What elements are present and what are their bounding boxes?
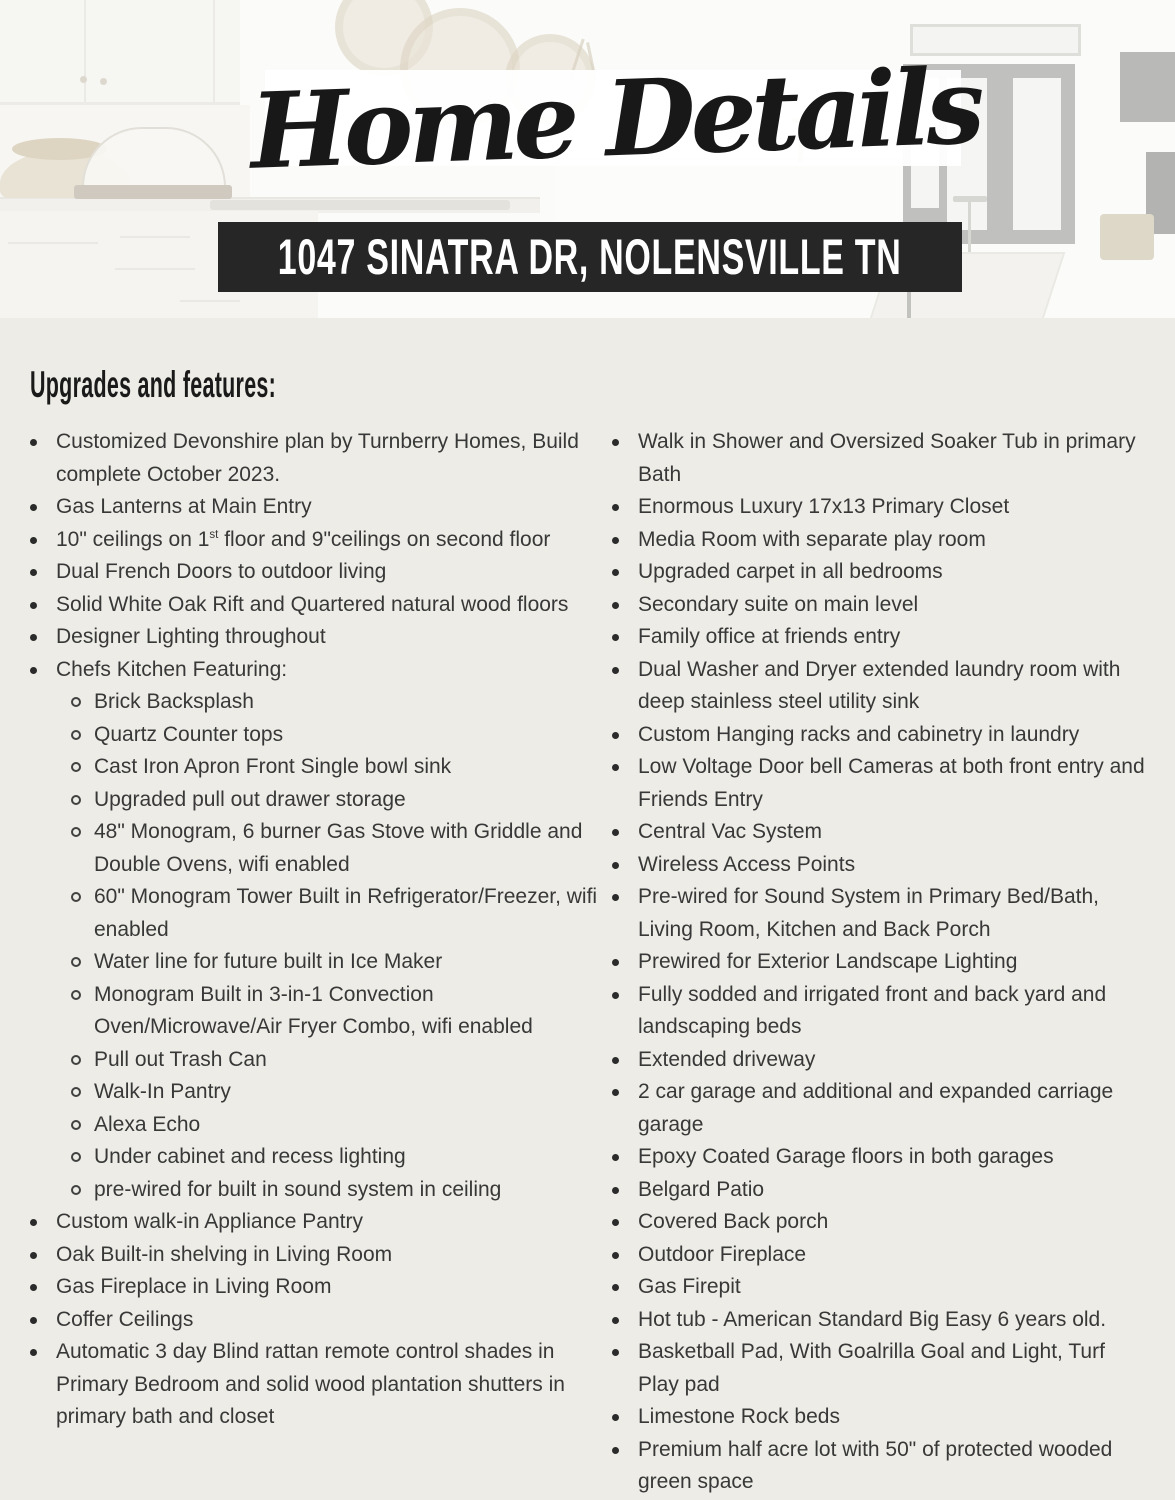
bullet-circle-icon: [71, 1141, 94, 1162]
feature-item: [30, 784, 602, 817]
feature-text: Covered Back porch: [638, 1210, 829, 1233]
bullet-dot-icon: [612, 491, 638, 511]
feature-text: Premium half acre lot with 50" of protected wooded green space: [638, 1437, 1113, 1493]
feature-text: Brick Backsplash: [94, 690, 254, 713]
bullet-circle-icon: [71, 1044, 94, 1065]
feature-text: Dual Washer and Dryer extended laundry room with deep stainless steel utility sink: [638, 657, 1121, 713]
bullet-dot-icon: [612, 719, 638, 739]
bullet-dot-icon: [612, 426, 638, 446]
bullet-dot-icon: [30, 524, 56, 544]
cabinet-knob: [80, 76, 87, 83]
feature-text: Automatic 3 day Blind rattan remote control shades in Primary Bedroom and solid wood plantation shutters in primary bath and closet: [56, 1340, 565, 1428]
feature-text: Oak Built-in shelving in Living Room: [56, 1242, 393, 1266]
feature-item: [612, 1239, 1145, 1272]
feature-item: [612, 1174, 1145, 1207]
feature-text: Customized Devonshire plan by Turnberry Homes, Build complete October 2023.: [56, 430, 579, 486]
feature-text: Cast Iron Apron Front Single bowl sink: [94, 755, 452, 778]
drawer-handle: [8, 242, 98, 244]
feature-text: Under cabinet and recess lighting: [94, 1145, 406, 1168]
feature-text: Water line for future built in Ice Maker: [94, 950, 443, 973]
feature-item: [30, 1044, 602, 1077]
feature-text: Walk-In Pantry: [94, 1080, 231, 1103]
bullet-dot-icon: [612, 1174, 638, 1194]
feature-text: Designer Lighting throughout: [56, 625, 326, 648]
feature-item: [30, 1239, 602, 1272]
bullet-circle-icon: [71, 881, 94, 902]
superscript: st: [209, 528, 219, 541]
feature-item: [30, 491, 602, 524]
feature-item: [612, 849, 1145, 882]
kitchen-upper-cabinets: [0, 0, 240, 105]
bullet-dot-icon: [612, 849, 638, 869]
feature-text: Extended driveway: [638, 1047, 816, 1071]
feature-text: Gas Fireplace in Living Room: [56, 1275, 332, 1298]
bullet-dot-icon: [30, 1336, 56, 1356]
feature-item: [612, 621, 1145, 654]
feature-item: [612, 1141, 1145, 1174]
feature-text: Custom walk-in Appliance Pantry: [56, 1210, 363, 1233]
feature-item: [30, 686, 602, 719]
feature-item: [30, 1141, 602, 1174]
feature-item: [612, 1076, 1145, 1141]
feature-item: [30, 621, 602, 654]
drawer-handle: [120, 236, 190, 238]
bullet-dot-icon: [612, 1206, 638, 1226]
feature-item: [612, 816, 1145, 849]
bullet-dot-icon: [30, 654, 56, 674]
bullet-circle-icon: [71, 1076, 94, 1097]
feature-item: [30, 1206, 602, 1239]
feature-text: 10" ceilings on 1st floor and 9"ceilings on second floor: [56, 527, 551, 551]
feature-text: Family office at friends entry: [638, 625, 901, 648]
bullet-circle-icon: [71, 1109, 94, 1130]
feature-text: 60" Monogram Tower Built in Refrigerator/Freezer, wifi enabled: [94, 885, 598, 941]
address-text: 1047 SINATRA DR, NOLENSVILLE TN: [278, 229, 902, 285]
bullet-circle-icon: [71, 816, 94, 837]
feature-text: Custom Hanging racks and cabinetry in laundry: [638, 722, 1080, 746]
feature-text: Limestone Rock beds: [638, 1405, 840, 1428]
bullet-dot-icon: [612, 979, 638, 999]
feature-item: [30, 816, 602, 881]
cabinet-divider: [213, 0, 215, 102]
features-list-right: [612, 426, 1145, 1499]
feature-text: Central Vac System: [638, 820, 823, 843]
wall-tv: [1120, 52, 1175, 122]
address-banner: [218, 222, 962, 292]
bullet-circle-icon: [71, 686, 94, 707]
bullet-dot-icon: [30, 589, 56, 609]
feature-item: [612, 654, 1145, 719]
bullet-dot-icon: [612, 1401, 638, 1421]
bullet-dot-icon: [612, 589, 638, 609]
cabinet-knob: [100, 78, 107, 85]
bullet-dot-icon: [30, 621, 56, 641]
feature-item: [30, 719, 602, 752]
bullet-dot-icon: [612, 1271, 638, 1291]
bullet-dot-icon: [30, 426, 56, 446]
content-area: [0, 318, 1175, 1499]
feature-text: Chefs Kitchen Featuring:: [56, 657, 288, 681]
feature-item: [30, 1109, 602, 1142]
feature-text: Enormous Luxury 17x13 Primary Closet: [638, 495, 1010, 518]
feature-item: [612, 881, 1145, 946]
bullet-dot-icon: [612, 816, 638, 836]
feature-item: [30, 654, 602, 687]
feature-item: [612, 1044, 1145, 1077]
bullet-dot-icon: [30, 1206, 56, 1226]
bullet-dot-icon: [612, 1076, 638, 1096]
bullet-dot-icon: [612, 1304, 638, 1324]
feature-item: [612, 524, 1145, 557]
feature-text: Coffer Ceilings: [56, 1307, 194, 1331]
feature-item: [30, 524, 602, 557]
bullet-dot-icon: [612, 1336, 638, 1356]
feature-item: [612, 1434, 1145, 1499]
feature-item: [612, 426, 1145, 491]
feature-item: [612, 1304, 1145, 1337]
bullet-dot-icon: [612, 556, 638, 576]
bullet-circle-icon: [71, 784, 94, 805]
feature-item: [30, 556, 602, 589]
bullet-dot-icon: [612, 881, 638, 901]
feature-text: Hot tub - American Standard Big Easy 6 years old.: [638, 1307, 1107, 1331]
feature-item: [612, 1336, 1145, 1401]
feature-item: [612, 556, 1145, 589]
feature-text: Walk in Shower and Oversized Soaker Tub in primary Bath: [638, 430, 1136, 486]
feature-item: [30, 1304, 602, 1337]
feature-item: [612, 589, 1145, 622]
feature-text: Gas Lanterns at Main Entry: [56, 495, 312, 518]
feature-item: [612, 751, 1145, 816]
feature-text: Epoxy Coated Garage floors in both garages: [638, 1145, 1054, 1168]
feature-text: pre-wired for built in sound system in ceiling: [94, 1177, 502, 1201]
feature-text: Upgraded carpet in all bedrooms: [638, 560, 943, 583]
feature-text: Media Room with separate play room: [638, 527, 986, 551]
feature-text: Alexa Echo: [94, 1112, 201, 1136]
feature-item: [30, 979, 602, 1044]
page-title: Home Details: [248, 43, 982, 193]
feature-item: [30, 1174, 602, 1207]
feature-text: Secondary suite on main level: [638, 592, 919, 616]
feature-item: [612, 1206, 1145, 1239]
feature-item: [30, 1076, 602, 1109]
header-photo: [0, 0, 1175, 318]
feature-text: Belgard Patio: [638, 1177, 765, 1201]
feature-item: [612, 946, 1145, 979]
feature-item: [30, 1336, 602, 1434]
features-list-left: [30, 426, 602, 1499]
feature-item: [30, 1271, 602, 1304]
firewood-basket: [1100, 214, 1154, 260]
bullet-dot-icon: [30, 1239, 56, 1259]
feature-item: [30, 589, 602, 622]
bullet-circle-icon: [71, 946, 94, 967]
bullet-dot-icon: [612, 946, 638, 966]
feature-item: [30, 751, 602, 784]
drawer-handle: [180, 300, 240, 302]
feature-text: Gas Firepit: [638, 1275, 741, 1298]
feature-text: Wireless Access Points: [638, 852, 856, 876]
bullet-dot-icon: [612, 1239, 638, 1259]
bullet-dot-icon: [612, 1141, 638, 1161]
bullet-dot-icon: [30, 1304, 56, 1324]
feature-item: [30, 426, 602, 491]
bullet-dot-icon: [612, 654, 638, 674]
cabinet-divider: [84, 0, 86, 102]
feature-item: [612, 1401, 1145, 1434]
feature-text: Solid White Oak Rift and Quartered natural wood floors: [56, 592, 569, 616]
feature-item: [30, 946, 602, 979]
feature-text: Upgraded pull out drawer storage: [94, 787, 406, 811]
bullet-dot-icon: [612, 751, 638, 771]
bullet-dot-icon: [30, 491, 56, 511]
bullet-circle-icon: [71, 979, 94, 1000]
bullet-circle-icon: [71, 1174, 94, 1195]
section-heading: Upgrades and features:: [30, 364, 277, 405]
feature-item: [30, 881, 602, 946]
feature-text: Low Voltage Door bell Cameras at both front entry and Friends Entry: [638, 755, 1145, 811]
feature-text: Fully sodded and irrigated front and back yard and landscaping beds: [638, 982, 1107, 1038]
drawer-handle: [115, 268, 195, 270]
bullet-circle-icon: [71, 719, 94, 740]
feature-item: [612, 491, 1145, 524]
feature-text: Outdoor Fireplace: [638, 1242, 807, 1266]
feature-columns: [30, 426, 1145, 1499]
feature-text: Pre-wired for Sound System in Primary Bed/Bath, Living Room, Kitchen and Back Porch: [638, 885, 1100, 941]
feature-text: Monogram Built in 3-in-1 Convection Oven/Microwave/Air Fryer Combo, wifi enabled: [94, 982, 533, 1038]
feature-text: Quartz Counter tops: [94, 722, 284, 746]
bullet-dot-icon: [612, 1434, 638, 1454]
cake-dome-base: [74, 185, 232, 199]
bullet-dot-icon: [30, 556, 56, 576]
bullet-dot-icon: [612, 524, 638, 544]
feature-text: Dual French Doors to outdoor living: [56, 560, 387, 583]
feature-text: Prewired for Exterior Landscape Lighting: [638, 950, 1018, 973]
feature-text: Pull out Trash Can: [94, 1047, 267, 1071]
feature-item: [612, 1271, 1145, 1304]
bullet-dot-icon: [30, 1271, 56, 1291]
side-table-leg: [968, 202, 971, 258]
feature-item: [612, 719, 1145, 752]
bullet-dot-icon: [612, 621, 638, 641]
feature-text: 2 car garage and additional and expanded carriage garage: [638, 1080, 1114, 1136]
feature-item: [612, 979, 1145, 1044]
bullet-circle-icon: [71, 751, 94, 772]
feature-text: 48" Monogram, 6 burner Gas Stove with Griddle and Double Ovens, wifi enabled: [94, 820, 583, 876]
bullet-dot-icon: [612, 1044, 638, 1064]
door-glass-pane: [1013, 78, 1061, 230]
feature-text: Basketball Pad, With Goalrilla Goal and Light, Turf Play pad: [638, 1340, 1105, 1396]
